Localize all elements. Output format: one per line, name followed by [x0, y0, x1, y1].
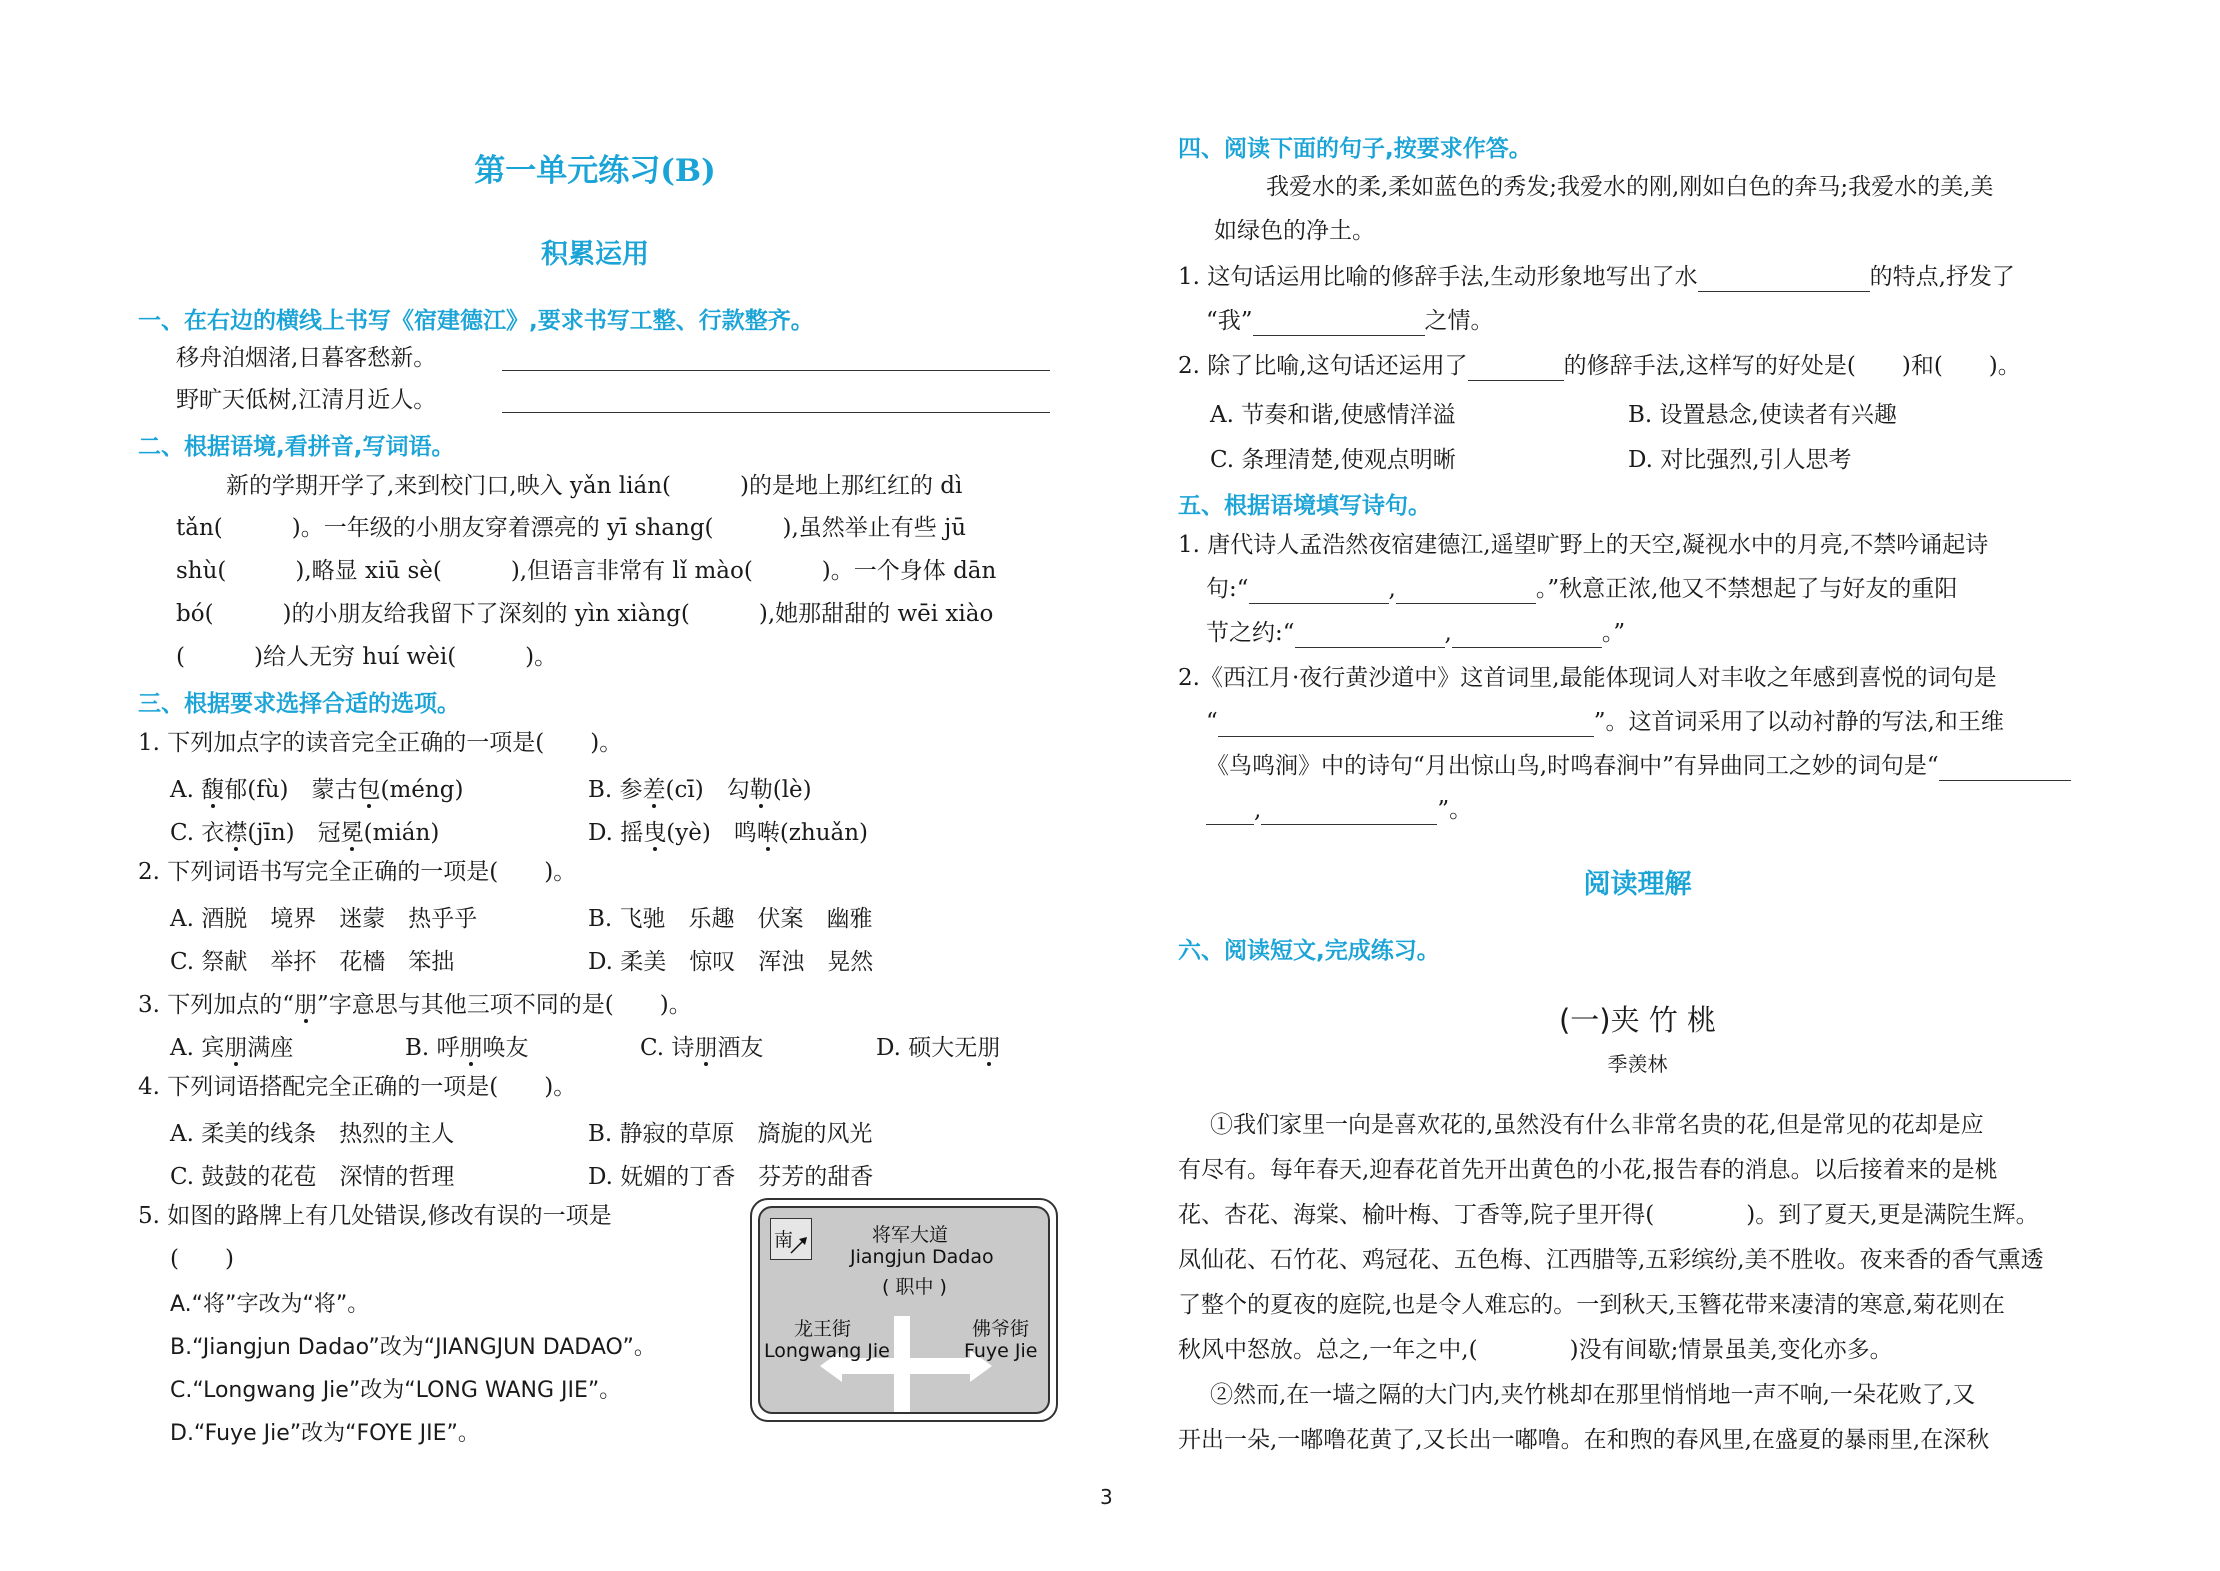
q3-5-option-c[interactable]: C.“Longwang Jie”改为“LONG WANG JIE”。: [170, 1378, 622, 1403]
q3-3-post: ”字意思与其他三项不同的是( )。: [317, 992, 692, 1018]
option-post: (lè): [772, 777, 812, 803]
q2-line-1: 新的学期开学了,来到校门口,映入 yǎn lián( )的是地上那红红的 dì: [226, 473, 963, 499]
answer-blank[interactable]: [1698, 291, 1870, 292]
dotted-char: 冕: [340, 820, 364, 846]
option-prefix: C. 诗: [640, 1035, 695, 1061]
dotted-char: 包: [357, 777, 381, 803]
text: 节之约:“: [1206, 620, 1295, 646]
text: 句:“: [1206, 576, 1249, 602]
answer-blank[interactable]: [1452, 647, 1602, 648]
writing-line-1[interactable]: [502, 370, 1050, 371]
option-prefix: C. 衣: [170, 820, 225, 846]
q3-4-option-c[interactable]: C. 鼓鼓的花苞 深情的哲理: [170, 1164, 455, 1190]
q4-option-b[interactable]: B. 设置悬念,使读者有兴趣: [1628, 402, 1897, 428]
essay-author: 季羡林: [1607, 1052, 1668, 1076]
q1-heading: 一、在右边的横线上书写《宿建德江》,要求书写工整、行款整齐。: [138, 308, 814, 334]
q2-line-2: tǎn( )。一年级的小朋友穿着漂亮的 yī shang( ),虽然举止有些 jū: [176, 515, 967, 541]
essay-p2-line-2: 开出一朵,一嘟噜花黄了,又长出一嘟噜。在和煦的春风里,在盛夏的暴雨里,在深秋: [1178, 1427, 1990, 1453]
q2-line-4: bó( )的小朋友给我留下了深刻的 yìn xiàng( ),她那甜甜的 wēi xiào: [176, 601, 994, 627]
south-label: 南: [774, 1229, 794, 1251]
dotted-char: 曳: [643, 820, 667, 846]
dotted-char: 差: [642, 777, 666, 803]
q3-3-option-d[interactable]: [876, 1029, 1000, 1062]
option-prefix: D. 摇: [588, 820, 644, 846]
q3-5-option-d[interactable]: D.“Fuye Jie”改为“FOYE JIE”。: [170, 1421, 480, 1446]
text: ”。这首词采用了以动衬静的写法,和王维: [1593, 709, 2004, 735]
q4-item-1-line-2: [1206, 306, 1494, 336]
left-street-pinyin: Longwang Jie: [764, 1340, 890, 1362]
q5-item-2-line-4: [1206, 795, 1472, 825]
right-street-cn: 佛爷街: [972, 1318, 1030, 1340]
text: “: [1206, 709, 1218, 735]
q2-line-3: shù( ),略显 xiū sè( ),但语言非常有 lǐ mào( )。一个身体 dān: [176, 558, 997, 584]
q5-item-1-line-2: [1206, 574, 1957, 604]
q3-3-pre: 3. 下列加点的“: [138, 992, 295, 1018]
dotted-char: 朋: [294, 992, 318, 1018]
text: 1. 这句话运用比喻的修辞手法,生动形象地写出了水: [1178, 264, 1698, 290]
text: ,: [1388, 576, 1396, 602]
q3-3-option-c[interactable]: [640, 1029, 763, 1062]
road-sign-panel: [758, 1206, 1050, 1414]
q4-option-d[interactable]: D. 对比强烈,引人思考: [1628, 447, 1852, 473]
essay-p1-line-3: 花、杏花、海棠、榆叶梅、丁香等,院子里开得( )。到了夏天,更是满院生辉。: [1178, 1202, 2039, 1228]
q4-item-2: [1178, 351, 2021, 381]
option-post: (zhuǎn): [779, 820, 869, 846]
q3-5-option-a[interactable]: A.“将”字改为“将”。: [170, 1292, 370, 1317]
answer-blank[interactable]: [1206, 824, 1254, 825]
q4-passage-line-2: 如绿色的净土。: [1214, 218, 1375, 244]
answer-blank[interactable]: [1218, 736, 1594, 737]
text: 。”: [1601, 620, 1626, 646]
section-accumulation: 积累运用: [541, 239, 649, 270]
poem-line-1: 移舟泊烟渚,日暮客愁新。: [176, 345, 437, 371]
q2-line-5: ( )给人无穷 huí wèi( )。: [176, 644, 558, 670]
text: ,: [1254, 797, 1262, 823]
option-prefix: A. 宾: [170, 1035, 225, 1061]
text: 。”秋意正浓,他又不禁想起了与好友的重阳: [1535, 576, 1958, 602]
q3-2-option-c[interactable]: C. 祭献 举抔 花檣 笨拙: [170, 949, 455, 975]
dotted-char: 朋: [224, 1035, 248, 1061]
text: 2. 除了比喻,这句话还运用了: [1178, 353, 1468, 379]
q3-5-paren[interactable]: ( ): [170, 1246, 234, 1272]
q3-item-2: 2. 下列词语书写完全正确的一项是( )。: [138, 859, 577, 885]
dotted-char: 勒: [749, 777, 773, 803]
text: ,: [1444, 620, 1452, 646]
option-mid: (yè) 鸣: [666, 820, 757, 846]
option-mid: 郁(fù) 蒙古: [224, 777, 358, 803]
q4-option-a[interactable]: A. 节奏和谐,使感情洋溢: [1210, 402, 1456, 428]
essay-p1-line-6: 秋风中怒放。总之,一年之中,( )没有间歇;情景虽美,变化亦多。: [1178, 1337, 1893, 1363]
right-street-pinyin: Fuye Jie: [964, 1340, 1038, 1362]
q3-3-option-b[interactable]: [405, 1029, 529, 1062]
q3-2-option-b[interactable]: B. 飞驰 乐趣 伏案 幽雅: [588, 906, 873, 932]
q3-1-option-c[interactable]: [170, 814, 439, 847]
option-mid: (jīn) 冠: [247, 820, 341, 846]
option-prefix: B. 呼: [405, 1035, 460, 1061]
q4-option-c[interactable]: C. 条理清楚,使观点明晰: [1210, 447, 1456, 473]
text: 《鸟鸣涧》中的诗句“月出惊山鸟,时鸣春涧中”有异曲同工之妙的词句是“: [1206, 753, 1939, 779]
dotted-char: 朋: [694, 1035, 718, 1061]
q3-item-1: 1. 下列加点字的读音完全正确的一项是( )。: [138, 730, 623, 756]
text: 的特点,抒发了: [1869, 264, 2015, 290]
text: ”。: [1437, 797, 1473, 823]
q3-item-4: 4. 下列词语搭配完全正确的一项是( )。: [138, 1074, 577, 1100]
q5-heading: 五、根据语境填写诗句。: [1178, 493, 1431, 519]
q3-3-option-a[interactable]: [170, 1029, 293, 1062]
text: “我”: [1206, 308, 1253, 334]
answer-blank[interactable]: [1261, 824, 1437, 825]
q3-item-5: 5. 如图的路牌上有几处错误,修改有误的一项是: [138, 1203, 612, 1229]
q3-2-option-d[interactable]: D. 柔美 惊叹 浑浊 晃然: [588, 949, 874, 975]
q5-item-2-line-3: [1206, 751, 2071, 781]
q5-item-1-line-1: 1. 唐代诗人孟浩然夜宿建德江,遥望旷野上的天空,凝视水中的月亮,不禁吟诵起诗: [1178, 532, 1989, 558]
page-title: 第一单元练习(B): [474, 153, 716, 189]
dotted-char: 朋: [459, 1035, 483, 1061]
option-post: (méng): [380, 777, 464, 803]
dotted-char: 朋: [977, 1035, 1001, 1061]
answer-blank[interactable]: [1253, 335, 1425, 336]
q3-5-option-b[interactable]: B.“Jiangjun Dadao”改为“JIANGJUN DADAO”。: [170, 1335, 656, 1360]
q6-heading: 六、阅读短文,完成练习。: [1178, 938, 1440, 964]
essay-p1-line-1: ①我们家里一向是喜欢花的,虽然没有什么非常名贵的花,但是常见的花却是应: [1210, 1112, 1984, 1138]
q3-4-option-a[interactable]: A. 柔美的线条 热烈的主人: [170, 1121, 455, 1147]
answer-blank[interactable]: [1249, 603, 1389, 604]
q3-4-option-d[interactable]: D. 妩媚的丁香 芬芳的甜香: [588, 1164, 874, 1190]
option-post: 满座: [247, 1035, 294, 1061]
q2-heading: 二、根据语境,看拼音,写词语。: [138, 434, 455, 460]
option-post: 唤友: [482, 1035, 529, 1061]
q3-1-option-d[interactable]: [588, 814, 868, 847]
q5-item-2-line-2: [1206, 707, 2004, 737]
q3-1-option-a[interactable]: [170, 771, 463, 804]
poem-line-2: 野旷天低树,江清月近人。: [176, 387, 437, 413]
answer-blank[interactable]: [1396, 603, 1536, 604]
q3-heading: 三、根据要求选择合适的选项。: [138, 691, 460, 717]
dotted-char: 馥: [201, 777, 225, 803]
writing-line-2[interactable]: [502, 412, 1050, 413]
dotted-char: 啭: [756, 820, 780, 846]
q3-item-3: [138, 986, 692, 1019]
option-post: (mián): [363, 820, 440, 846]
option-post: 酒友: [717, 1035, 764, 1061]
q4-heading: 四、阅读下面的句子,按要求作答。: [1178, 136, 1532, 162]
road-name-pinyin: Jiangjun Dadao: [850, 1246, 994, 1268]
essay-p1-line-5: 了整个的夏夜的庭院,也是令人难忘的。一到秋天,玉簪花带来凄清的寒意,菊花则在: [1178, 1292, 2005, 1318]
essay-title: (一)夹 竹 桃: [1558, 1003, 1717, 1037]
left-street-cn: 龙王街: [794, 1318, 852, 1340]
q3-4-option-b[interactable]: B. 静寂的草原 旖旎的风光: [588, 1121, 873, 1147]
option-prefix: B. 参: [588, 777, 643, 803]
text: 的修辞手法,这样写的好处是( )和( )。: [1563, 353, 2021, 379]
essay-p1-line-2: 有尽有。每年春天,迎春花首先开出黄色的小花,报告春的消息。以后接着来的是桃: [1178, 1157, 1998, 1183]
answer-blank[interactable]: [1939, 780, 2071, 781]
junction-arrow-icon: [760, 1208, 1048, 1412]
option-prefix: A.: [170, 777, 202, 803]
option-mid: (cī) 勾: [665, 777, 750, 803]
q3-2-option-a[interactable]: A. 酒脱 境界 迷蒙 热乎乎: [170, 906, 478, 932]
section-reading: 阅读理解: [1583, 869, 1692, 900]
dotted-char: 襟: [224, 820, 248, 846]
option-prefix: D. 硕大无: [876, 1035, 978, 1061]
q5-item-2-line-1: 2.《西江月·夜行黄沙道中》这首词里,最能体现词人对丰收之年感到喜悦的词句是: [1178, 665, 1997, 691]
page-number: 3: [1100, 1485, 1113, 1509]
road-sign-figure: [750, 1198, 1058, 1422]
essay-p2-line-1: ②然而,在一墙之隔的大门内,夹竹桃却在那里悄悄地一声不响,一朵花败了,又: [1210, 1382, 1976, 1408]
q5-item-1-line-3: [1206, 618, 1625, 648]
q4-item-1-line-1: [1178, 262, 2015, 292]
q3-1-option-b[interactable]: [588, 771, 812, 804]
essay-p1-line-4: 凤仙花、石竹花、鸡冠花、五色梅、江西腊等,五彩缤纷,美不胜收。夜来香的香气熏透: [1178, 1247, 2044, 1273]
answer-blank[interactable]: [1295, 647, 1445, 648]
text: 之情。: [1424, 308, 1494, 334]
answer-blank[interactable]: [1468, 380, 1564, 381]
road-note: ( 职中 ): [882, 1276, 947, 1298]
q4-passage-line-1: 我爱水的柔,柔如蓝色的秀发;我爱水的刚,刚如白色的奔马;我爱水的美,美: [1266, 174, 1994, 200]
road-name-cn: 将军大道: [872, 1224, 949, 1246]
